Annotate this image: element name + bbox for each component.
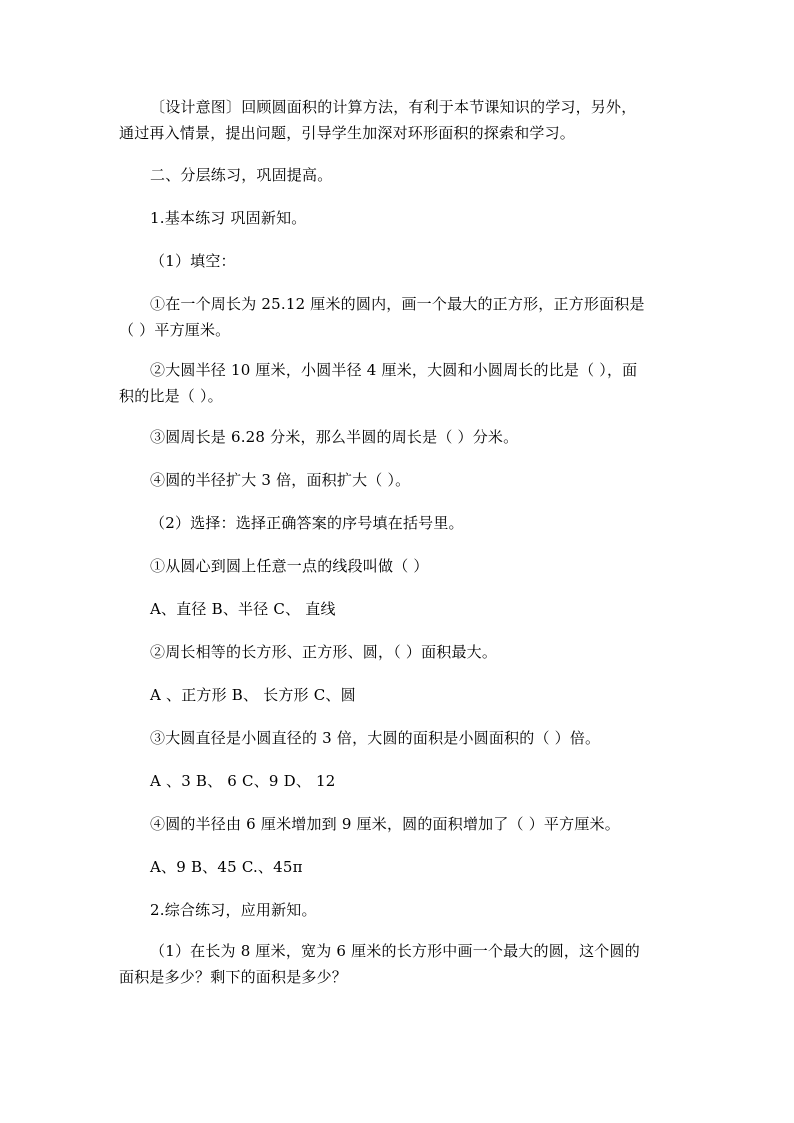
question-item bbox=[119, 725, 675, 751]
text-line: 面积是多少？剩下的面积是多少？ bbox=[119, 968, 348, 986]
answer-options bbox=[119, 854, 675, 880]
text-line: ③大圆直径是小圆直径的 3 倍，大圆的面积是小圆面积的（ ）倍。 bbox=[150, 729, 601, 747]
subsection-heading bbox=[119, 205, 675, 231]
question-item bbox=[119, 553, 675, 579]
fill-blank-heading bbox=[119, 248, 675, 274]
text-line: A、直径 B、半径 C、 直线 bbox=[150, 600, 336, 618]
choice-heading bbox=[119, 510, 675, 536]
text-line: ③圆周长是 6.28 分米，那么半圆的周长是（ ）分米。 bbox=[150, 428, 519, 446]
text-line: （1）填空： bbox=[150, 252, 236, 270]
question-item bbox=[119, 811, 675, 837]
text-line: ②大圆半径 10 厘米，小圆半径 4 厘米，大圆和小圆周长的比是（ ），面 bbox=[150, 361, 638, 379]
question-item bbox=[119, 467, 675, 493]
answer-options bbox=[119, 596, 675, 622]
question-item bbox=[119, 291, 675, 343]
question-item bbox=[119, 424, 675, 450]
question-item bbox=[119, 639, 675, 665]
text-line: 〔设计意图〕回顾圆面积的计算方法，有利于本节课知识的学习，另外， bbox=[150, 98, 637, 116]
text-line: ④圆的半径扩大 3 倍，面积扩大（ ）。 bbox=[150, 471, 411, 489]
text-line: 通过再入情景，提出问题，引导学生加深对环形面积的探索和学习。 bbox=[119, 124, 576, 142]
subsection-heading bbox=[119, 897, 675, 923]
text-line: A、9 B、45 C.、45π bbox=[150, 858, 303, 876]
text-line: （2）选择：选择正确答案的序号填在括号里。 bbox=[150, 514, 464, 532]
section-heading bbox=[119, 162, 675, 188]
question-item bbox=[119, 938, 675, 990]
answer-options bbox=[119, 682, 675, 708]
text-line: （1）在长为 8 厘米，宽为 6 厘米的长方形中画一个最大的圆，这个圆的 bbox=[150, 942, 640, 960]
question-item bbox=[119, 357, 675, 409]
text-line: 1.基本练习 巩固新知。 bbox=[150, 209, 307, 227]
text-line: 二、分层练习，巩固提高。 bbox=[150, 166, 333, 184]
paragraph-design-intent bbox=[119, 94, 675, 146]
text-line: ①在一个周长为 25.12 厘米的圆内，画一个最大的正方形，正方形面积是 bbox=[150, 295, 645, 313]
text-line: 2.综合练习，应用新知。 bbox=[150, 901, 317, 919]
text-line: ①从圆心到圆上任意一点的线段叫做（ ） bbox=[150, 557, 429, 575]
text-line: A 、正方形 B、 长方形 C、圆 bbox=[150, 686, 356, 704]
text-line: ④圆的半径由 6 厘米增加到 9 厘米，圆的面积增加了（ ）平方厘米。 bbox=[150, 815, 620, 833]
text-line: 积的比是（ ）。 bbox=[119, 387, 223, 405]
text-line: A 、3 B、 6 C、9 D、 12 bbox=[150, 772, 336, 790]
answer-options bbox=[119, 768, 675, 794]
text-line: （ ）平方厘米。 bbox=[119, 321, 231, 339]
text-line: ②周长相等的长方形、正方形、圆，（ ）面积最大。 bbox=[150, 643, 498, 661]
